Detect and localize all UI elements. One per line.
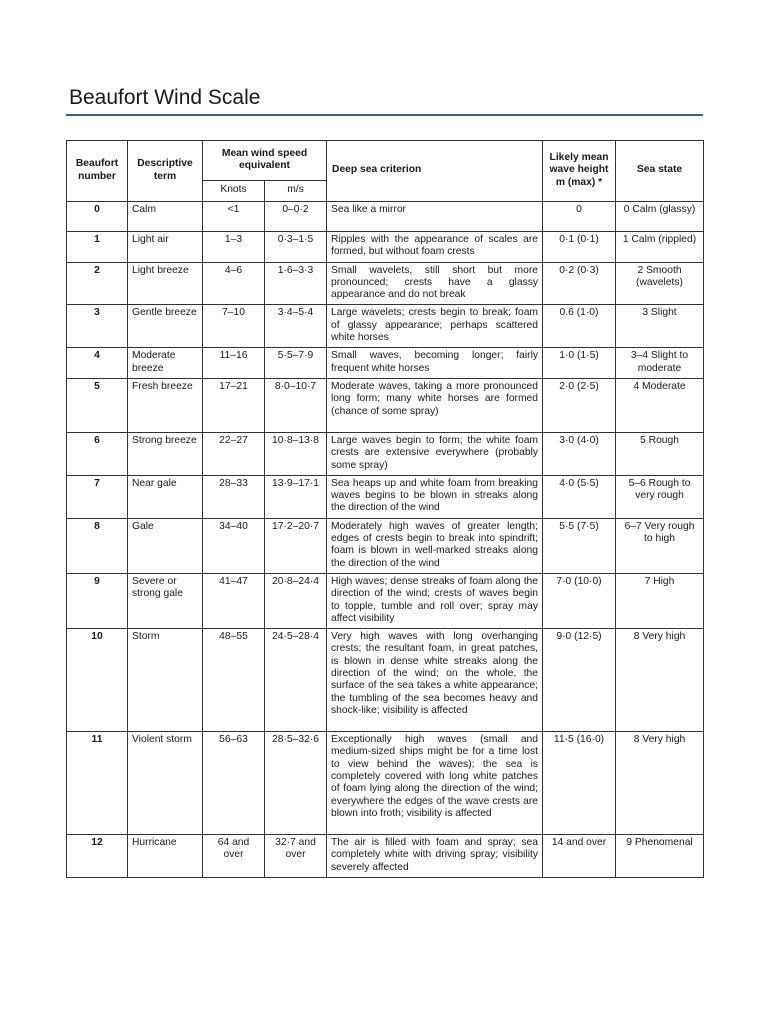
page-title: Beaufort Wind Scale [69, 86, 261, 109]
descriptive-term-cell: Gale [128, 518, 203, 573]
descriptive-term-cell: Severe or strong gale [128, 573, 203, 628]
deep-sea-criterion-cell: Sea heaps up and white foam from breaking waves begins to be blown in streaks along the direction of the wind [327, 475, 543, 518]
deep-sea-criterion-cell: Small waves, becoming longer; fairly frequent white horses [327, 348, 543, 379]
descriptive-term-cell: Hurricane [128, 835, 203, 878]
wave-height-cell: 2·0 (2·5) [543, 378, 616, 432]
sea-state-cell: 0 Calm (glassy) [616, 202, 704, 232]
wave-height-cell: 0·1 (0·1) [543, 232, 616, 263]
table-row [67, 378, 704, 432]
table-row [67, 629, 704, 732]
beaufort-number-cell: 9 [67, 573, 128, 628]
ms-cell: 8·0–10·7 [265, 378, 327, 432]
wave-height-cell: 1·0 (1·5) [543, 348, 616, 379]
sea-state-cell: 8 Very high [616, 629, 704, 732]
title-rule [66, 114, 703, 116]
header-beaufort-number: Beaufort number [67, 141, 128, 202]
deep-sea-criterion-cell: Very high waves with long overhanging crests; the resultant foam, in great patches, is blown in dense white streaks along the direction of the wind; on the whole, the surface of the sea takes a white appearance; the tumbling of the sea becomes heavy and shock-like; visibility is affected [327, 629, 543, 732]
table-row [67, 518, 704, 573]
ms-cell: 32·7 and over [265, 835, 327, 878]
table-body [67, 202, 704, 878]
ms-cell: 1·6–3·3 [265, 262, 327, 305]
beaufort-number-cell: 5 [67, 378, 128, 432]
table-row [67, 573, 704, 628]
header-row [67, 141, 704, 181]
knots-cell: 34–40 [203, 518, 265, 573]
descriptive-term-cell: Strong breeze [128, 432, 203, 475]
ms-cell: 0–0·2 [265, 202, 327, 232]
ms-cell: 17·2–20·7 [265, 518, 327, 573]
beaufort-table [66, 140, 704, 878]
wave-height-cell: 5·5 (7·5) [543, 518, 616, 573]
table-row [67, 835, 704, 878]
knots-cell: 17–21 [203, 378, 265, 432]
sea-state-cell: 1 Calm (rippled) [616, 232, 704, 263]
descriptive-term-cell: Light air [128, 232, 203, 263]
ms-cell: 24·5–28·4 [265, 629, 327, 732]
deep-sea-criterion-cell: Moderately high waves of greater length; edges of crests begin to break into spindrift; foam is blown in well-marked streaks along the direction of the wind [327, 518, 543, 573]
knots-cell: 22–27 [203, 432, 265, 475]
table-row [67, 348, 704, 379]
wave-height-cell: 0 [543, 202, 616, 232]
deep-sea-criterion-cell: Moderate waves, taking a more pronounced long form; many white horses are formed (chance of some spray) [327, 378, 543, 432]
beaufort-number-cell: 3 [67, 305, 128, 348]
wave-height-cell: 3·0 (4·0) [543, 432, 616, 475]
table-row [67, 202, 704, 232]
header-descriptive-term: Descriptive term [128, 141, 203, 202]
header-sea-state: Sea state [616, 141, 704, 202]
descriptive-term-cell: Gentle breeze [128, 305, 203, 348]
table-row [67, 732, 704, 835]
ms-cell: 20·8–24·4 [265, 573, 327, 628]
sea-state-cell: 9 Phenomenal [616, 835, 704, 878]
knots-cell: 48–55 [203, 629, 265, 732]
knots-cell: 41–47 [203, 573, 265, 628]
knots-cell: 11–16 [203, 348, 265, 379]
knots-cell: 7–10 [203, 305, 265, 348]
sea-state-cell: 5–6 Rough to very rough [616, 475, 704, 518]
sea-state-cell: 2 Smooth (wavelets) [616, 262, 704, 305]
descriptive-term-cell: Calm [128, 202, 203, 232]
ms-cell: 13·9–17·1 [265, 475, 327, 518]
table-row [67, 232, 704, 263]
descriptive-term-cell: Near gale [128, 475, 203, 518]
deep-sea-criterion-cell: Small wavelets, still short but more pronounced; crests have a glassy appearance and do not break [327, 262, 543, 305]
deep-sea-criterion-cell: Exceptionally high waves (small and medium-sized ships might be for a time lost to view behind the waves); the sea is completely covered with long white patches of foam lying along the direction of the wind; everywhere the edges of the wave crests are blown into froth; visibility is affected [327, 732, 543, 835]
beaufort-number-cell: 2 [67, 262, 128, 305]
knots-cell: 64 and over [203, 835, 265, 878]
header-knots: Knots [203, 181, 265, 202]
table-row [67, 305, 704, 348]
deep-sea-criterion-cell: High waves; dense streaks of foam along the direction of the wind; crests of waves begin to topple, tumble and roll over; spray may affect visibility [327, 573, 543, 628]
sea-state-cell: 6–7 Very rough to high [616, 518, 704, 573]
beaufort-number-cell: 8 [67, 518, 128, 573]
beaufort-number-cell: 7 [67, 475, 128, 518]
beaufort-number-cell: 0 [67, 202, 128, 232]
sea-state-cell: 7 High [616, 573, 704, 628]
wave-height-cell: 11·5 (16·0) [543, 732, 616, 835]
sea-state-cell: 5 Rough [616, 432, 704, 475]
knots-cell: 56–63 [203, 732, 265, 835]
beaufort-number-cell: 6 [67, 432, 128, 475]
deep-sea-criterion-cell: Large waves begin to form; the white foam crests are extensive everywhere (probably some spray) [327, 432, 543, 475]
beaufort-number-cell: 11 [67, 732, 128, 835]
sea-state-cell: 3 Slight [616, 305, 704, 348]
knots-cell: 28–33 [203, 475, 265, 518]
ms-cell: 5·5–7·9 [265, 348, 327, 379]
descriptive-term-cell: Storm [128, 629, 203, 732]
wave-height-cell: 14 and over [543, 835, 616, 878]
knots-cell: <1 [203, 202, 265, 232]
descriptive-term-cell: Light breeze [128, 262, 203, 305]
table-row [67, 475, 704, 518]
table-row [67, 262, 704, 305]
header-wave-height: Likely mean wave height m (max) * [543, 141, 616, 202]
deep-sea-criterion-cell: Sea like a mirror [327, 202, 543, 232]
sea-state-cell: 8 Very high [616, 732, 704, 835]
wave-height-cell: 9·0 (12·5) [543, 629, 616, 732]
sea-state-cell: 3–4 Slight to moderate [616, 348, 704, 379]
wave-height-cell: 7·0 (10·0) [543, 573, 616, 628]
knots-cell: 4–6 [203, 262, 265, 305]
ms-cell: 0·3–1·5 [265, 232, 327, 263]
deep-sea-criterion-cell: Ripples with the appearance of scales are formed, but without foam crests [327, 232, 543, 263]
ms-cell: 10·8–13·8 [265, 432, 327, 475]
deep-sea-criterion-cell: Large wavelets; crests begin to break; foam of glassy appearance; perhaps scattered white horses [327, 305, 543, 348]
beaufort-number-cell: 4 [67, 348, 128, 379]
descriptive-term-cell: Violent storm [128, 732, 203, 835]
descriptive-term-cell: Fresh breeze [128, 378, 203, 432]
ms-cell: 3·4–5·4 [265, 305, 327, 348]
knots-cell: 1–3 [203, 232, 265, 263]
header-ms: m/s [265, 181, 327, 202]
wave-height-cell: 0·2 (0·3) [543, 262, 616, 305]
sea-state-cell: 4 Moderate [616, 378, 704, 432]
wave-height-cell: 0.6 (1·0) [543, 305, 616, 348]
header-deep-sea-criterion: Deep sea criterion [327, 141, 543, 202]
deep-sea-criterion-cell: The air is filled with foam and spray; sea completely white with driving spray; visibility severely affected [327, 835, 543, 878]
beaufort-number-cell: 12 [67, 835, 128, 878]
beaufort-number-cell: 1 [67, 232, 128, 263]
descriptive-term-cell: Moderate breeze [128, 348, 203, 379]
beaufort-number-cell: 10 [67, 629, 128, 732]
ms-cell: 28·5–32·6 [265, 732, 327, 835]
wave-height-cell: 4·0 (5·5) [543, 475, 616, 518]
header-mean-wind-speed: Mean wind speed equivalent [203, 141, 327, 181]
table-row [67, 432, 704, 475]
